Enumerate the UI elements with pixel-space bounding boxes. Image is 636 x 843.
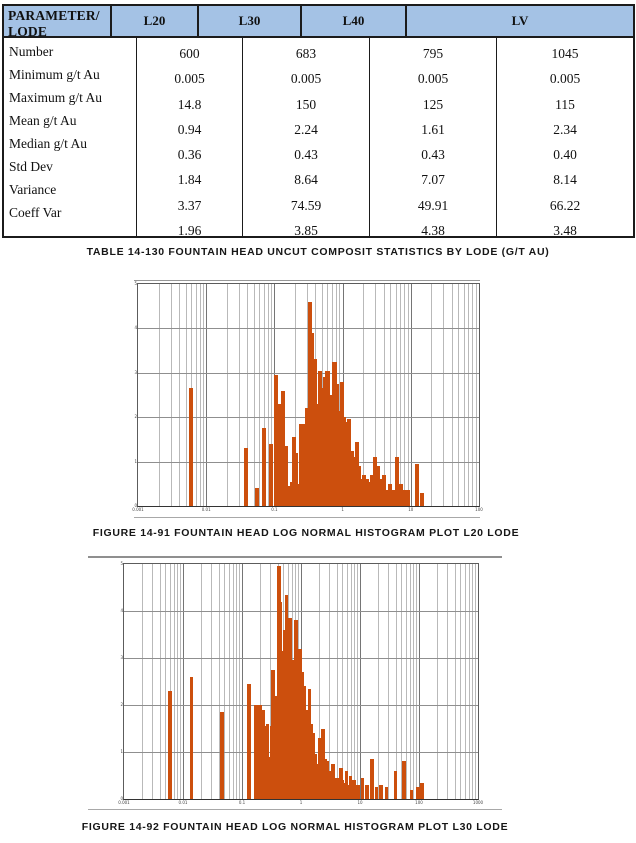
minor-log-gridline [233, 564, 234, 799]
minor-log-gridline [388, 564, 389, 799]
decade-gridline [419, 564, 420, 799]
minor-log-gridline [452, 284, 453, 506]
minor-log-gridline [180, 564, 181, 799]
x-axis-tick-label: 0.01 [201, 507, 211, 512]
table-header-lv: LV [407, 6, 633, 36]
minor-log-gridline [347, 564, 348, 799]
minor-log-gridline [447, 564, 448, 799]
histogram-bar [356, 785, 360, 799]
minor-log-gridline [179, 284, 180, 506]
x-axis-tick-label: 1 [299, 800, 303, 805]
y-axis-tick-label: 1 [120, 749, 123, 754]
table-header-l30: L30 [199, 6, 302, 36]
minor-log-gridline [378, 564, 379, 799]
minor-log-gridline [351, 564, 352, 799]
histogram-bar [262, 428, 266, 506]
table-cell: 1.84 [177, 172, 202, 188]
minor-log-gridline [396, 564, 397, 799]
table-row-label: Std Dev [9, 159, 53, 174]
histogram-bar [365, 785, 369, 799]
x-axis-tick-label: 10 [357, 800, 363, 805]
minor-log-gridline [337, 564, 338, 799]
table-caption: TABLE 14-130 FOUNTAIN HEAD UNCUT COMPOSIT STATISTICS BY LODE (G/T AU) [86, 246, 550, 258]
minor-log-gridline [254, 284, 255, 506]
minor-log-gridline [472, 564, 473, 799]
minor-log-gridline [201, 564, 202, 799]
figure-bottom-rule [88, 809, 502, 810]
table-cell: 8.14 [553, 172, 577, 188]
figure-top-rule [134, 280, 480, 281]
histogram-bar [394, 771, 398, 799]
table-header-l40: L40 [302, 6, 407, 36]
table-cell: 0.005 [549, 71, 581, 87]
decade-gridline [411, 284, 412, 506]
histogram-bar [379, 785, 383, 799]
table-column-l40 [370, 38, 497, 236]
table-cell: 7.07 [421, 172, 445, 188]
minor-log-gridline [329, 564, 330, 799]
histogram-bar [420, 783, 424, 799]
x-axis-tick-label: 100 [415, 800, 423, 805]
x-axis-tick-label: 0.1 [238, 800, 246, 805]
minor-log-gridline [342, 564, 343, 799]
minor-log-gridline [464, 284, 465, 506]
y-axis-tick-label: 1 [134, 458, 137, 464]
histogram-bar [402, 761, 406, 799]
x-axis-tick-label: 0.1 [271, 507, 278, 512]
minor-log-gridline [437, 564, 438, 799]
minor-log-gridline [211, 564, 212, 799]
decade-gridline [360, 564, 361, 799]
table-cell: 3.85 [294, 223, 318, 236]
minor-log-gridline [159, 284, 160, 506]
minor-log-gridline [465, 564, 466, 799]
x-axis-tick-label: 0.01 [178, 800, 188, 805]
minor-log-gridline [416, 564, 417, 799]
minor-log-gridline [152, 564, 153, 799]
minor-log-gridline [455, 564, 456, 799]
histogram-bar [410, 790, 414, 799]
table-cell: 74.59 [290, 197, 322, 213]
table-cell: 795 [422, 46, 444, 61]
y-axis-tick-label: 0 [134, 503, 137, 508]
minor-log-gridline [174, 564, 175, 799]
table-column-l30 [243, 38, 370, 236]
horizontal-gridline [124, 611, 478, 612]
table-cell: 0.40 [553, 147, 577, 163]
table-cell: 14.8 [177, 96, 202, 112]
figure-l20-histogram [132, 280, 483, 520]
table-cell: 0.005 [417, 71, 449, 87]
minor-log-gridline [363, 284, 364, 506]
minor-log-gridline [165, 564, 166, 799]
table-cell: 3.48 [553, 223, 577, 236]
table-cell: 4.38 [421, 223, 445, 236]
figure-caption-l20: FIGURE 14-91 FOUNTAIN HEAD LOG NORMAL HISTOGRAM PLOT L20 LODE [92, 527, 520, 539]
minor-log-gridline [431, 284, 432, 506]
histogram-bar [255, 488, 259, 506]
table-cell: 115 [555, 96, 575, 112]
minor-log-gridline [468, 284, 469, 506]
minor-log-gridline [460, 564, 461, 799]
table-cell: 1.61 [421, 121, 445, 137]
minor-log-gridline [406, 564, 407, 799]
table-cell: 8.64 [294, 172, 318, 188]
x-axis-tick-label: 1000 [472, 800, 484, 805]
minor-log-gridline [186, 284, 187, 506]
minor-log-gridline [177, 564, 178, 799]
minor-log-gridline [171, 284, 172, 506]
table-cell: 0.36 [177, 147, 202, 163]
x-axis-tick-label: 0.001 [132, 507, 144, 512]
y-axis-tick-label: 2 [120, 702, 123, 707]
table-cell: 3.37 [177, 197, 202, 213]
minor-log-gridline [400, 284, 401, 506]
table-cell: 0.005 [174, 71, 205, 87]
minor-log-gridline [475, 564, 476, 799]
minor-log-gridline [229, 564, 230, 799]
y-axis-tick-label: 2 [134, 414, 137, 420]
table-row-label: Variance [9, 182, 57, 197]
table-row-label: Coeff Var [9, 205, 62, 220]
table-header-row [4, 6, 633, 38]
histogram-bar [361, 778, 365, 799]
plot-area-l20 [132, 281, 483, 512]
figure-l30-histogram [88, 556, 502, 813]
y-axis-tick-label: 3 [134, 369, 137, 375]
stats-table [2, 4, 635, 238]
histogram-bar [220, 712, 224, 799]
y-axis-tick-label: 0 [120, 796, 123, 801]
minor-log-gridline [224, 564, 225, 799]
minor-log-gridline [390, 284, 391, 506]
histogram-bar [375, 787, 379, 799]
minor-log-gridline [239, 564, 240, 799]
x-axis-tick-label: 10 [408, 507, 414, 512]
histogram-bar [168, 691, 172, 799]
minor-log-gridline [357, 564, 358, 799]
table-row-label: Number [9, 44, 54, 59]
minor-log-gridline [196, 284, 197, 506]
histogram-bar [247, 684, 251, 799]
histogram-bar [190, 677, 194, 799]
minor-log-gridline [413, 564, 414, 799]
minor-log-gridline [384, 284, 385, 506]
table-cell: 2.24 [294, 121, 318, 137]
table-cell: 125 [422, 96, 444, 112]
histogram-bar [370, 759, 374, 799]
minor-log-gridline [443, 284, 444, 506]
table-cell: 600 [179, 46, 200, 61]
minor-log-gridline [354, 564, 355, 799]
table-body [4, 38, 633, 236]
histogram-bar [415, 464, 419, 506]
decade-gridline [183, 564, 184, 799]
table-cell: 0.94 [177, 121, 202, 137]
decade-gridline [242, 564, 243, 799]
minor-log-gridline [239, 284, 240, 506]
table-cell: 0.43 [294, 147, 318, 163]
x-axis-tick-label: 0.001 [118, 800, 130, 805]
table-row-label: Median g/t Au [9, 136, 87, 151]
minor-log-gridline [236, 564, 237, 799]
table-cell: 66.22 [549, 197, 581, 213]
y-axis-tick-label: 3 [120, 655, 123, 660]
table-cell: 683 [295, 46, 317, 61]
minor-log-gridline [259, 284, 260, 506]
minor-log-gridline [476, 284, 477, 506]
figure-caption-l30: FIGURE 14-92 FOUNTAIN HEAD LOG NORMAL HISTOGRAM PLOT L30 LODE [81, 821, 509, 833]
table-cell: 0.43 [421, 147, 445, 163]
table-row-label: Minimum g/t Au [9, 67, 100, 82]
y-axis-tick-label: 4 [134, 325, 137, 331]
histogram-bar [385, 787, 389, 799]
histogram-bar [189, 388, 193, 506]
y-axis-tick-label: 5 [120, 561, 123, 566]
table-row-label: Mean g/t Au [9, 113, 77, 128]
table-cell: 1.96 [177, 223, 202, 236]
table-column-parameters [4, 38, 137, 236]
minor-log-gridline [404, 284, 405, 506]
minor-log-gridline [200, 284, 201, 506]
minor-log-gridline [408, 284, 409, 506]
table-column-lv [497, 38, 633, 236]
minor-log-gridline [142, 564, 143, 799]
minor-log-gridline [160, 564, 161, 799]
figure-top-rule [88, 556, 502, 558]
table-cell: 49.91 [417, 197, 449, 213]
decade-gridline [206, 284, 207, 506]
table-cell: 150 [295, 96, 317, 112]
minor-log-gridline [203, 284, 204, 506]
y-axis-tick-label: 4 [120, 608, 123, 613]
histogram-bar [420, 493, 424, 506]
y-axis-tick-label: 5 [134, 281, 137, 286]
minor-log-gridline [227, 284, 228, 506]
minor-log-gridline [458, 284, 459, 506]
x-axis-tick-label: 100 [475, 507, 483, 512]
table-cell: 2.34 [553, 121, 577, 137]
table-cell: 0.005 [290, 71, 322, 87]
table-cell: 1045 [551, 46, 579, 61]
histogram-bar [416, 787, 420, 799]
table-row-label: Maximum g/t Au [9, 90, 103, 105]
table-header-parameter: PARAMETER/ LODE [4, 6, 112, 36]
histogram-bar [244, 448, 248, 506]
x-axis-tick-label: 1 [341, 507, 344, 512]
plot-area-l30 [118, 561, 484, 805]
histogram-bar [269, 444, 273, 506]
table-column-l20 [137, 38, 243, 236]
figure-bottom-rule [134, 517, 480, 518]
minor-log-gridline [410, 564, 411, 799]
minor-log-gridline [469, 564, 470, 799]
minor-log-gridline [472, 284, 473, 506]
histogram-bar [406, 490, 410, 506]
table-header-l20: L20 [112, 6, 199, 36]
